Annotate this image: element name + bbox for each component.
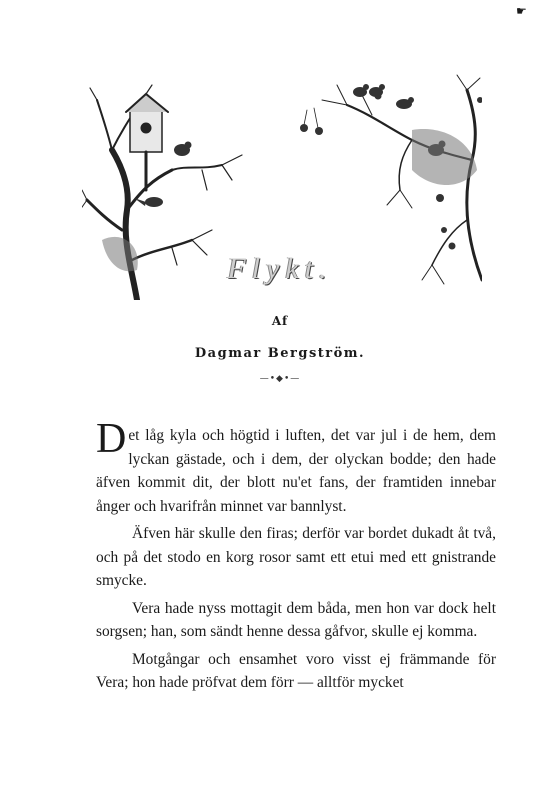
author-name: Dagmar Bergström.	[194, 346, 366, 361]
birds	[134, 84, 446, 207]
paragraph	[96, 416, 496, 518]
author-prefix: Af	[271, 314, 289, 328]
paragraph: Äfven här skulle den firas; derför var bordet dukadt åt två, och på det stodo en korg rosor samt ett etui med ett gnistrande smycke.	[96, 525, 496, 589]
paragraph-text: et låg kyla och högtid i luften, det var jul i de hem, dem lyckan gästade, och i dem, der olyckan bodde; den hade äfven kommit dit, der blott nu'et fans, der framtiden innebar ånger och hvarifrån minnet var bannlyst.	[96, 427, 496, 515]
body-text	[96, 416, 496, 699]
paragraph: Vera hade nyss mottagit dem båda, men hon var dock helt sorgsen; han, som sändt henne dessa gåfvor, skulle ej komma.	[96, 599, 496, 640]
drop-cap: D	[96, 416, 127, 462]
paragraph: Motgångar och ensamhet voro visst ej främmande för Vera; hon hade pröfvat dem förr — alltför mycket	[96, 650, 496, 691]
chapter-title: Flykt.	[227, 252, 333, 285]
pointing-hand-icon: ☛	[516, 4, 527, 18]
section-ornament: —•◆•—	[259, 374, 301, 384]
